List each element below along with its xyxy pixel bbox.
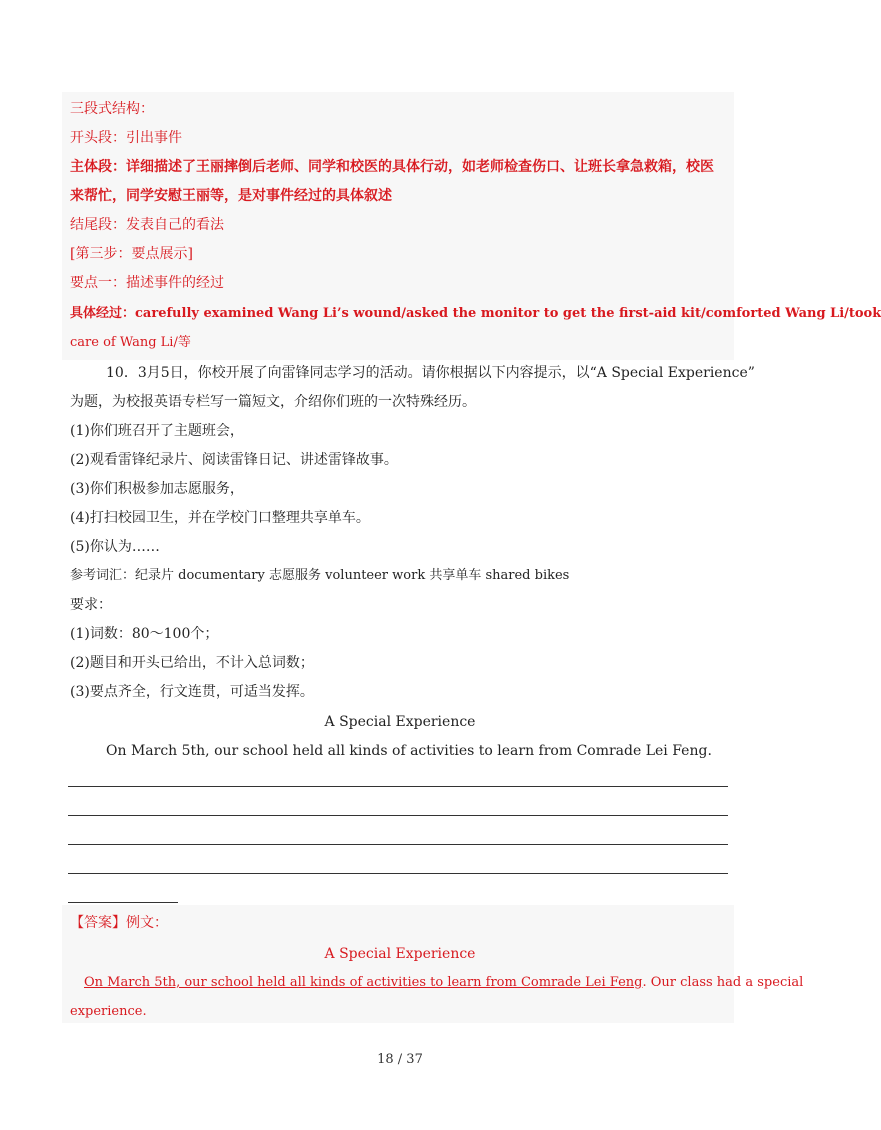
hint-item: (3)你们积极参加志愿服务，	[70, 481, 244, 497]
structure-ending: 结尾段：发表自己的看法	[70, 217, 224, 233]
detail-line2: care of Wang Li/等	[70, 335, 191, 350]
essay-title: A Special Experience	[324, 714, 476, 730]
hint-item: (4)打扫校园卫生，并在学校门口整理共享单车。	[70, 510, 370, 526]
answer-label: 【答案】例文：	[70, 915, 168, 931]
hint-item: (5)你认为……	[70, 539, 160, 555]
writing-line[interactable]	[68, 815, 728, 816]
requirement-item: (1)词数：80～100个；	[70, 626, 219, 642]
page-number: 18 / 37	[377, 1052, 423, 1067]
structure-intro: 开头段：引出事件	[70, 130, 182, 146]
structure-heading: 三段式结构：	[70, 101, 154, 117]
structure-body-line1: 主体段：详细描述了王丽摔倒后老师、同学和校医的具体行动，如老师检查伤口、让班长拿急救箱，校医	[70, 159, 714, 175]
hint-item: (1)你们班召开了主题班会，	[70, 423, 244, 439]
answer-line1	[84, 974, 803, 992]
structure-body-line2: 来帮忙，同学安慰王丽等，是对事件经过的具体叙述	[70, 188, 392, 204]
requirement-item: (3)要点齐全，行文连贯，可适当发挥。	[70, 684, 314, 700]
section-divider	[68, 902, 178, 903]
question-prompt-line2: 为题，为校报英语专栏写一篇短文，介绍你们班的一次特殊经历。	[70, 394, 476, 410]
writing-line[interactable]	[68, 844, 728, 845]
writing-line[interactable]	[68, 786, 728, 787]
answer-underlined-opening: On March 5th, our school held all kinds of activities to learn from Comrade Lei Feng	[84, 975, 643, 990]
requirement-item: (2)题目和开头已给出，不计入总词数；	[70, 655, 314, 671]
essay-opening: On March 5th, our school held all kinds of activities to learn from Comrade Lei Feng.	[106, 743, 712, 759]
requirements-heading: 要求：	[70, 597, 112, 613]
question-prompt-line1: 10．3月5日，你校开展了向雷锋同志学习的活动。请你根据以下内容提示，以“A Special Experience”	[106, 365, 755, 381]
answer-title: A Special Experience	[324, 946, 476, 962]
answer-line2: experience.	[70, 1004, 147, 1019]
vocabulary-list: 参考词汇：纪录片 documentary 志愿服务 volunteer work 共享单车 shared bikes	[70, 568, 570, 583]
hint-item: (2)观看雷锋纪录片、阅读雷锋日记、讲述雷锋故事。	[70, 452, 398, 468]
writing-line[interactable]	[68, 873, 728, 874]
step3-heading: [第三步：要点展示]	[70, 246, 193, 262]
detail-line1: 具体经过：carefully examined Wang Li’s wound/asked the monitor to get the first-aid kit/comforted Wang Li/took	[70, 306, 881, 321]
answer-line1-rest: . Our class had a special	[642, 975, 804, 990]
point1-text: 要点一：描述事件的经过	[70, 275, 224, 291]
